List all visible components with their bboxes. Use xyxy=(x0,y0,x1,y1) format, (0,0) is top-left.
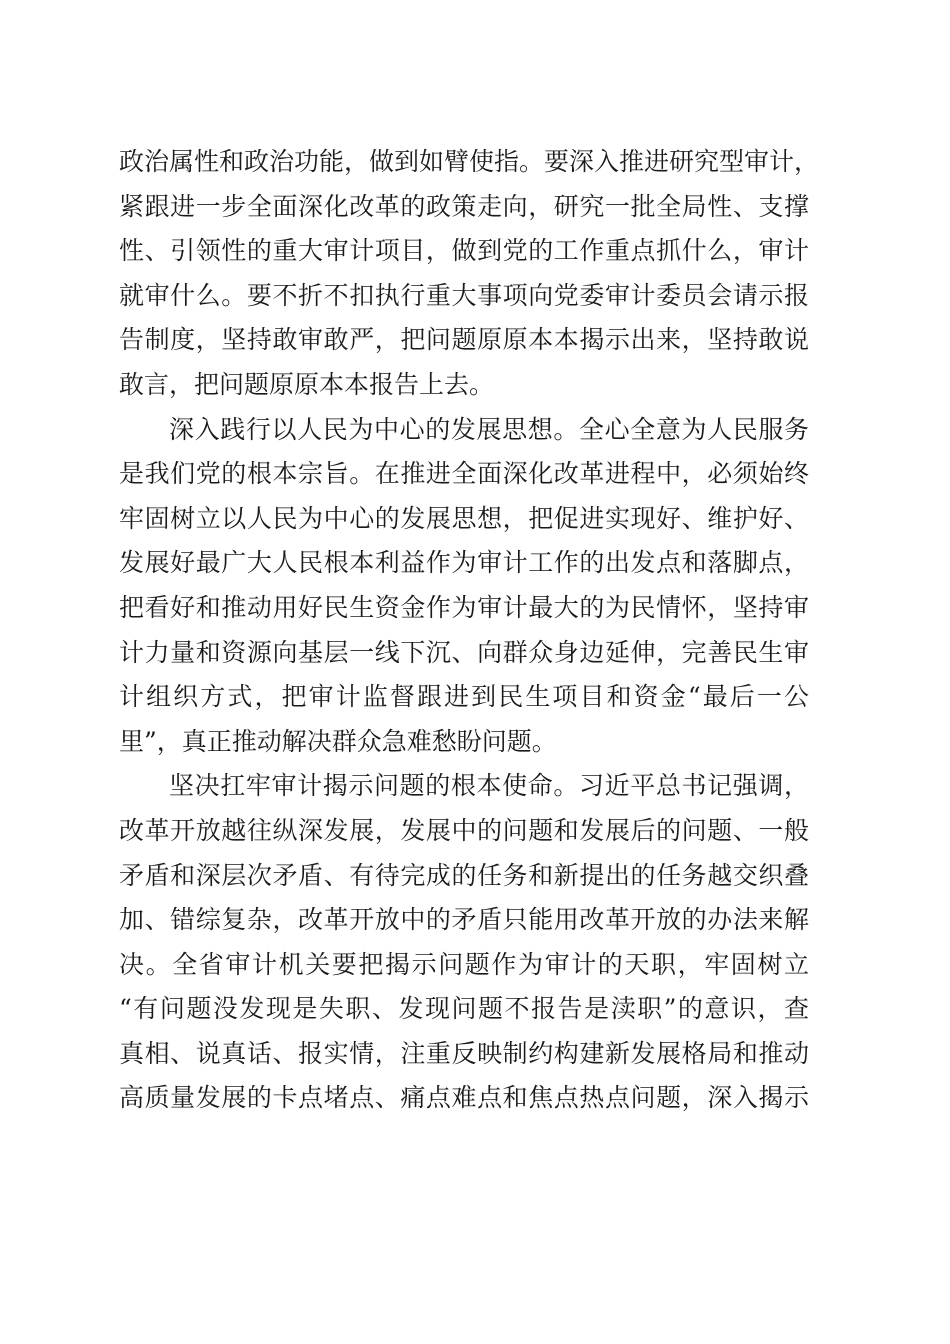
paragraph-1-line: 紧跟进一步全面深化改革的政策走向，研究一批全局性、支撑 xyxy=(119,191,809,221)
document-body xyxy=(119,140,820,1121)
paragraph-3-line: 改革开放越往纵深发展，发展中的问题和发展后的问题、一般 xyxy=(119,815,809,845)
paragraph-3-line: 矛盾和深层次矛盾、有待完成的任务和新提出的任务越交织叠 xyxy=(119,860,809,890)
paragraph-3-line: 高质量发展的卡点堵点、痛点难点和焦点热点问题，深入揭示 xyxy=(119,1083,809,1113)
paragraph-2-line: 计力量和资源向基层一线下沉、向群众身边延伸，完善民生审 xyxy=(119,637,809,667)
paragraph-1-line: 政治属性和政治功能，做到如臂使指。要深入推进研究型审计， xyxy=(119,147,820,176)
paragraph-2-line: 计组织方式，把审计监督跟进到民生项目和资金“最后一公 xyxy=(119,682,809,712)
paragraph-1-line: 性、引领性的重大审计项目，做到党的工作重点抓什么，审计 xyxy=(119,236,809,266)
paragraph-3-line: 决。全省审计机关要把揭示问题作为审计的天职，牢固树立 xyxy=(119,949,809,979)
paragraph-2-line: 牢固树立以人民为中心的发展思想，把促进实现好、维护好、 xyxy=(119,503,809,533)
paragraph-1-line: 敢言，把问题原原本本报告上去。 xyxy=(119,369,495,399)
paragraph-3-line: 真相、说真话、报实情，注重反映制约构建新发展格局和推动 xyxy=(119,1038,809,1068)
paragraph-3-line: 坚决扛牢审计揭示问题的根本使命。习近平总书记强调， xyxy=(169,771,809,801)
paragraph-2-line: 深入践行以人民为中心的发展思想。全心全意为人民服务 xyxy=(169,414,809,444)
paragraph-2-line: 发展好最广大人民根本利益作为审计工作的出发点和落脚点， xyxy=(119,548,809,578)
paragraph-2-line: 把看好和推动用好民生资金作为审计最大的为民情怀，坚持审 xyxy=(119,592,809,622)
paragraph-3-line: 加、错综复杂，改革开放中的矛盾只能用改革开放的办法来解 xyxy=(119,905,809,935)
paragraph-2-line: 里”，真正推动解决群众急难愁盼问题。 xyxy=(119,726,557,756)
paragraph-1-line: 告制度，坚持敢审敢严，把问题原原本本揭示出来，坚持敢说 xyxy=(119,325,809,355)
paragraph-2-line: 是我们党的根本宗旨。在推进全面深化改革进程中，必须始终 xyxy=(119,459,809,489)
paragraph-3-line: “有问题没发现是失职、发现问题不报告是渎职”的意识，查 xyxy=(119,994,809,1024)
paragraph-1-line: 就审什么。要不折不扣执行重大事项向党委审计委员会请示报 xyxy=(119,280,809,310)
